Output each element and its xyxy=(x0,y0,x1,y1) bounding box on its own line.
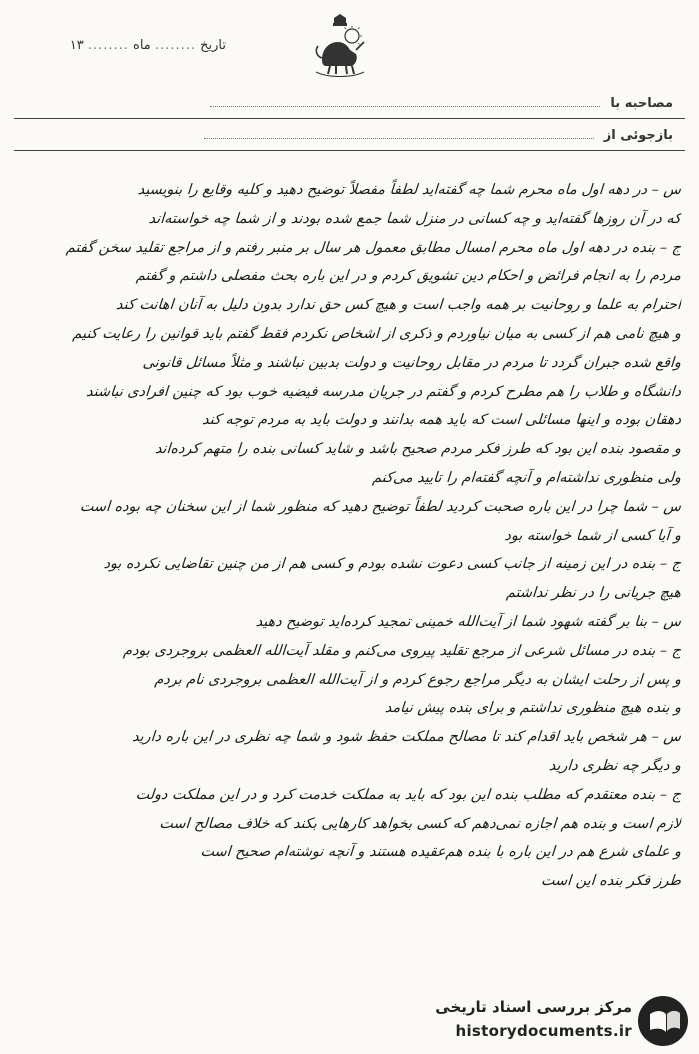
manuscript-line: و دیگر چه نظری دارید xyxy=(548,757,682,774)
year-prefix: ۱۳ xyxy=(69,38,84,53)
archive-watermark xyxy=(400,992,690,1052)
manuscript-line: و هیچ نامی هم از کسی به میان نیاوردم و ذکری از اشخاص نکردم فقط گفتم باید قوانین را رعایت کنیم xyxy=(71,325,682,342)
manuscript-line: احترام به علما و روحانیت بر همه واجب است و هیچ کس حق ندارد بدون دلیل به آنان اهانت کند xyxy=(115,297,682,314)
archive-title: مرکز بررسی اسناد تاریخی xyxy=(435,998,632,1016)
manuscript-line: ولی منظوری نداشته‌ام و آنچه گفته‌ام را تایید می‌کنم xyxy=(371,469,682,486)
manuscript-line: لازم است و بنده هم اجازه نمی‌دهم که کسی بخواهد کارهایی بکند که خلاف مصالح است xyxy=(158,815,682,832)
date-day-blank: ........ xyxy=(154,38,196,53)
manuscript-line: هیچ جریانی را در نظر نداشتم xyxy=(505,585,682,602)
manuscript-line: مردم را به انجام فرائض و احکام دین تشویق کردم و در این باره بحث مفصلی داشتم و گفتم xyxy=(135,268,682,285)
manuscript-line: واقع شده جبران گردد تا مردم در مقابل روحانیت و دولت بدبین نباشند و مثلاً مسائل قانونی xyxy=(142,354,682,371)
interrogation-field xyxy=(204,126,673,143)
manuscript-body xyxy=(18,176,681,896)
manuscript-line: و علمای شرع هم در این باره با بنده هم‌عقیده هستند و آنچه نوشته‌ام صحیح است xyxy=(199,844,682,861)
lion-and-sun-emblem-icon xyxy=(312,14,368,78)
archive-url: historydocuments.ir xyxy=(455,1022,632,1040)
manuscript-line: و مقصود بنده این بود که طرز فکر مردم صحیح باشد و شاید کسانی بنده را متهم کرده‌اند xyxy=(154,441,682,458)
manuscript-line: س – هر شخص باید اقدام کند تا مصالح مملکت حفظ شود و شما چه نظری در این باره دارید xyxy=(131,729,682,746)
interview-field xyxy=(210,94,673,111)
interview-label: مصاحبه با xyxy=(610,96,673,111)
manuscript-line: س – در دهه اول ماه محرم شما چه گفته‌اید لطفاً مفصلاً توضیح دهید و کلیه وقایع را بنویسید xyxy=(137,182,682,198)
manuscript-line: ج – بنده در دهه اول ماه محرم امسال مطابق معمول هر سال بر منبر رفتم و از مراجع تقلید سخن گفتم xyxy=(65,239,682,256)
header-divider-1 xyxy=(14,118,685,119)
manuscript-line: ج – بنده معتقدم که مطلب بنده این بود که باید به مملکت خدمت کرد و در این مملکت دولت xyxy=(135,786,682,803)
interview-blank xyxy=(210,94,600,107)
date-month-blank: ........ xyxy=(87,38,129,53)
header-divider-2 xyxy=(14,150,685,151)
date-line xyxy=(26,38,226,62)
manuscript-line: س – شما چرا در این باره صحبت کردید لطفاً توضیح دهید که منظور شما از این سخنان چه بوده است xyxy=(79,498,682,515)
manuscript-line: که در آن روزها گفته‌اید و چه کسانی در منزل شما جمع شده بودند و از شما چه خواسته‌اند xyxy=(148,210,682,227)
date-label: تاریخ xyxy=(200,38,226,53)
manuscript-line: ج – بنده در این زمینه از جانب کسی دعوت نشده بودم و کسی هم از من چنین تقاضایی نکرده بود xyxy=(103,556,682,573)
manuscript-line: و بنده هیچ منظوری نداشتم و برای بنده پیش نیامد xyxy=(384,700,682,717)
manuscript-line: دهقان بوده و اینها مسائلی است که باید همه بدانند و دولت باید به مردم توجه کند xyxy=(201,412,682,429)
manuscript-line: طرز فکر بنده این است xyxy=(540,873,682,890)
manuscript-line: دانشگاه و طلاب را هم مطرح کردم و گفتم در جریان مدرسه فیضیه خوب بود که چنین افرادی نباشند xyxy=(85,383,682,400)
month-label: ماه xyxy=(133,38,151,53)
interrogation-label: بازجوئی از xyxy=(603,128,673,143)
manuscript-line: ج – بنده در مسائل شرعی از مرجع تقلید پیروی می‌کنم و مقلد آیت‌الله العظمی بروجردی بودم xyxy=(122,642,682,659)
manuscript-line: س – بنا بر گفته شهود شما از آیت‌الله خمینی تمجید کرده‌اید توضیح دهید xyxy=(255,613,682,630)
manuscript-line: و آیا کسی از شما خواسته بود xyxy=(503,527,682,544)
archive-logo-icon xyxy=(636,994,690,1048)
manuscript-line: و پس از رحلت ایشان به دیگر مراجع رجوع کردم و از آیت‌الله العظمی بروجردی نام بردم xyxy=(153,671,682,688)
interrogation-blank xyxy=(204,126,594,139)
